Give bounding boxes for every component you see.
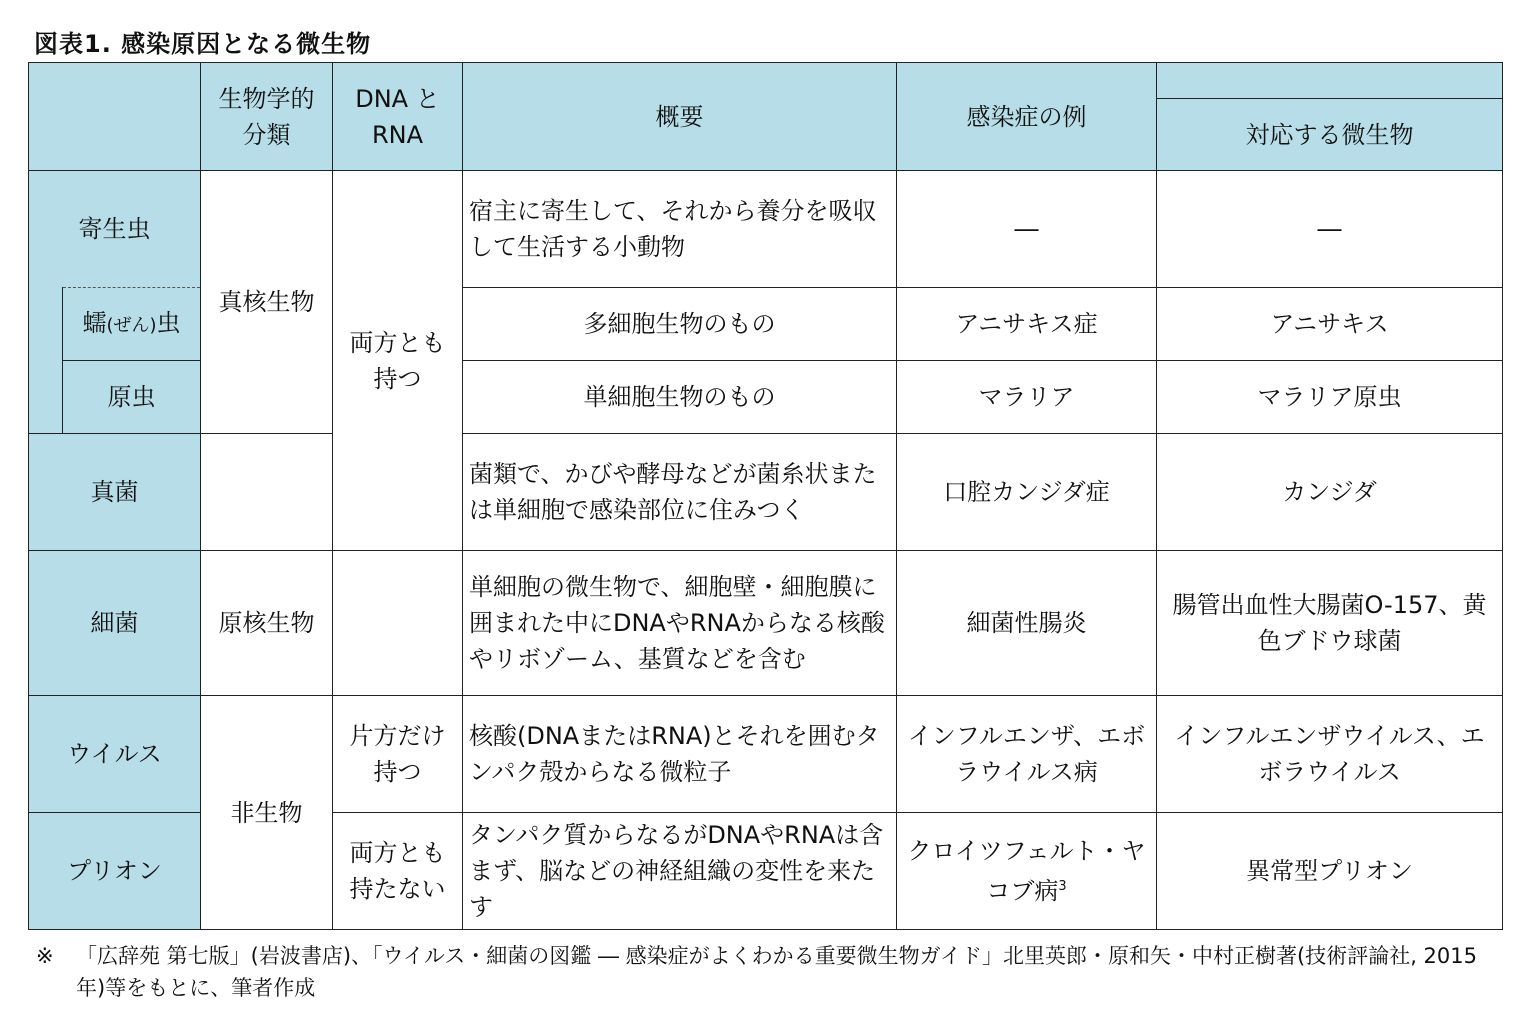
row-parasite-overview: 宿主に寄生して、それから養分を吸収して生活する小動物 [463,171,897,288]
row-helminth-overview: 多細胞生物のもの [463,288,897,361]
header-blank [29,63,201,171]
row-parasite-disease: ― [897,171,1157,288]
row-prion-overview: タンパク質からなるがDNAやRNAは含まず、脳などの神経組織の変性を来たす [463,813,897,930]
row-virus-disease: インフルエンザ、エボラウイルス病 [897,696,1157,813]
footnote-text: 「広辞苑 第七版」(岩波書店)、「ウイルス・細菌の図鑑 ― 感染症がよくわかる重要微生物ガイド」北里英郎・原和矢・中村正樹著(技術評論社, 2015年)等をもとに、筆者作成 [76,944,1478,1000]
row-protozoa-microbe: マラリア原虫 [1157,361,1503,434]
row-prion-name: プリオン [29,813,201,930]
row-bacteria-disease: 細菌性腸炎 [897,551,1157,696]
row-protozoa-overview: 単細胞生物のもの [463,361,897,434]
header-classification: 生物学的分類 [201,63,333,171]
row-fungi-microbe: カンジダ [1157,434,1503,551]
dna-both-cont [333,551,463,696]
dna-neither: 両方とも持たない [333,813,463,930]
row-helminth-name: 蠕(ぜん)虫 [63,288,201,361]
row-bacteria-microbe: 腸管出血性大腸菌O-157、黄色ブドウ球菌 [1157,551,1503,696]
row-virus-name: ウイルス [29,696,201,813]
header-microbe: 対応する微生物 [1157,99,1503,171]
row-bacteria-overview: 単細胞の微生物で、細胞壁・細胞膜に囲まれた中にDNAやRNAからなる核酸やリボゾーム、基質などを含む [463,551,897,696]
row-fungi-overview: 菌類で、かびや酵母などが菌糸状または単細胞で感染部位に住みつく [463,434,897,551]
class-eukaryote: 真核生物 [201,171,333,434]
footnote [36,940,1506,1004]
header-examples: 感染症の例 [897,63,1157,171]
class-prokaryote: 原核生物 [201,551,333,696]
row-bacteria-name: 細菌 [29,551,201,696]
row-prion-disease: クロイツフェルト・ヤコブ病$^3$ [897,813,1157,930]
row-fungi-name: 真菌 [29,434,201,551]
parasite-indent [29,288,63,434]
header-overview: 概要 [463,63,897,171]
row-parasite-name: 寄生虫 [29,171,201,288]
row-parasite-microbe: ― [1157,171,1503,288]
row-protozoa-disease: マラリア [897,361,1157,434]
row-protozoa-name: 原虫 [63,361,201,434]
microbe-table [28,62,1503,930]
header-microbe-top [1157,63,1503,99]
dna-one: 片方だけ持つ [333,696,463,813]
row-fungi-disease: 口腔カンジダ症 [897,434,1157,551]
row-virus-microbe: インフルエンザウイルス、エボラウイルス [1157,696,1503,813]
figure-title: 図表1. 感染原因となる微生物 [34,30,372,58]
row-prion-microbe: 異常型プリオン [1157,813,1503,930]
row-helminth-disease: アニサキス症 [897,288,1157,361]
row-virus-overview: 核酸(DNAまたはRNA)とそれを囲むタンパク殻からなる微粒子 [463,696,897,813]
header-dna-rna: DNA と RNA [333,63,463,171]
class-nonliving: 非生物 [201,696,333,930]
class-eukaryote-cont [201,434,333,551]
row-helminth-microbe: アニサキス [1157,288,1503,361]
dna-both: 両方とも持つ [333,171,463,551]
footnote-mark: ※ [36,944,54,968]
